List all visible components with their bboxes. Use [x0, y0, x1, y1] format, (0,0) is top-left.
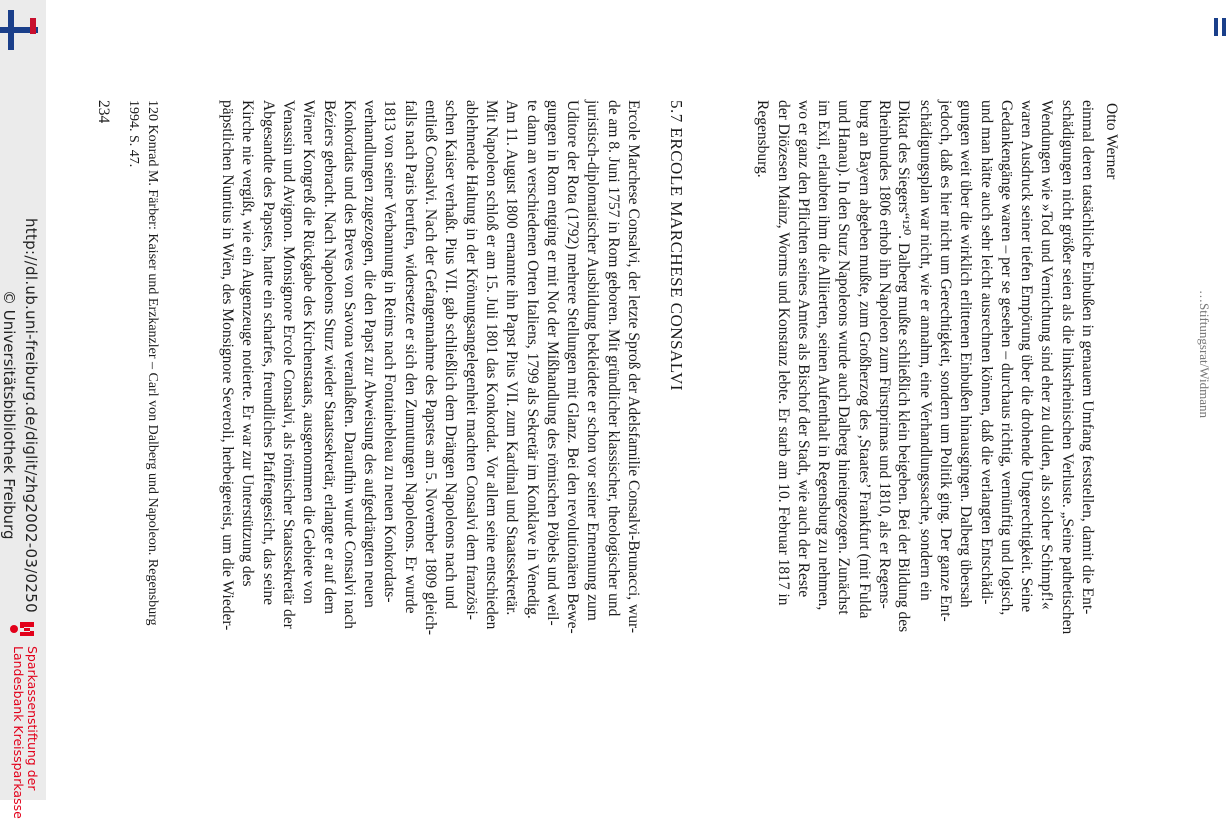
copyright-notice: © Universitätsbibliothek Freiburg: [0, 290, 18, 540]
paragraph-line: ablehnende Haltung in der Krönungsangelegenheit machten Consalvi dem französi-: [462, 100, 480, 620]
sparkasse-logo-icon: [8, 618, 38, 640]
paragraph-line: entließ Consalvi. Nach der Gefangennahme des Papstes am 5. November 1809 gleich-: [422, 100, 439, 636]
paragraph-line: Diktat des Siegers“¹²⁰. Dalberg mußte schließlich klein beigeben. Bei der Bildung des: [895, 100, 913, 633]
paragraph-line: juristisch-diplomatischer Ausbildung bekleidete er schon vor seiner Ernennung zum: [584, 100, 602, 621]
paragraph-line: und man hätte auch sehr leicht ausrechnen können, daß die verlangten Entschädi-: [977, 100, 995, 605]
paragraph-line: gungen weit über die wirklich erlittenen Einbußen hinausgingen. Dalberg übersah: [957, 100, 975, 608]
paragraph-line: gungen in Rom entging er mit Not der Mißhandlung des römischen Pöbels und weil-: [543, 100, 561, 626]
paragraph-line: der Diözesen Mainz, Worms und Konstanz lebte. Er starb am 10. Februar 1817 in: [774, 100, 792, 606]
paragraph-line: Wendungen wie »Tod und Vernichtung sind eher zu dulden, als solcher Schimpf!«: [1038, 100, 1056, 610]
paragraph-line: Mit Napoleon schloß er am 15. Juli 1801 das Konkordat. Vor allem seine entschieden: [482, 100, 500, 630]
paragraph-line: verhandlungen zugezogen, die den Papst zur Abweisung des aufgedrängten neuen: [361, 100, 379, 608]
running-head: Otto Werner: [1103, 103, 1120, 180]
paragraph-line: päpstlichen Nuntius in Wien, des Monsignore Severoli, herbeigereist, um die Wieder-: [219, 100, 236, 631]
paragraph-line: Béziers gebracht. Nach Napoleons Sturz wieder Staatssekretär, erlangte er auf dem: [320, 100, 338, 615]
paragraph-line: Ercole Marchese Consalvi, der letzte Sproß der Adelsfamilie Consalvi-Brunacci, wur-: [625, 100, 642, 633]
paragraph-line: Kirche nie vergißt, wie ein Augenzeuge notierte. Er war zur Unterstützung des: [239, 100, 257, 587]
sponsor-name-line1: Sparkassenstiftung der: [25, 646, 40, 791]
paragraph-line: Rheinbundes 1806 erhob ihn Napoleon zum Fürstprimas und 1810, als er Regens-: [876, 100, 893, 609]
viewer-sidebar: [0, 0, 46, 819]
paragraph-line: Gedankengänge waren – per se gesehen – durchaus richtig, vernünftig und logisch,: [997, 100, 1015, 616]
paragraph-line: waren Ausdruck seiner tiefen Empörung über die drohende Ungerechtigkeit. Seine: [1018, 100, 1036, 613]
paragraph-line: falls nach Paris berufen, widersetzte er sich den Zumutungen Napoleons. Er wurde: [401, 100, 419, 614]
paragraph-line: Am 11. August 1800 ernannte ihn Papst Pius VII. zum Kardinal und Staatssekretär.: [503, 100, 521, 616]
paragraph-line: te dann an verschiedenen Orten Italiens, 1799 als Sekretär im Konklave in Venedig.: [523, 100, 541, 619]
paragraph-line: 1813 von seiner Verbannung in Reims nach Fontainebleau zu neuen Konkordats-: [381, 100, 399, 603]
paragraph-line: Uditore der Rota (1792) mehrere Stellungen mit Glanz. Bei den revolutionären Bewe-: [564, 100, 582, 634]
paragraph-line: wo er ganz den Pflichten seines Amtes als Bischof der Stadt, wie auch der Reste: [794, 100, 812, 598]
paragraph-line: im Exil, erlaubten ihm die Alliierten, seinen Aufenthalt in Regensburg zu nehmen,: [815, 100, 833, 611]
page-number: 234: [95, 100, 112, 124]
paragraph-line: schen Kaiser verhaßt. Pius VII. gab schließlich dem Drängen Napoleons nach und: [442, 100, 460, 609]
paragraph-line: Venassin und Avignon. Monsignore Ercole Consalvi, als römischer Staatssekretär der: [279, 100, 297, 629]
document-url[interactable]: http://dl.ub.uni-freiburg.de/diglit/zhg2002-03/0250: [22, 218, 40, 613]
footnote-line: 120 Konrad M. Färber: Kaiser und Erzkanzler – Carl von Dalberg und Napoleon. Regensburg: [145, 100, 160, 626]
previous-page-fragment: …Stiftungsrat/Widmann: [1197, 290, 1212, 419]
paragraph-line: Regensburg.: [754, 100, 772, 178]
sponsor-name-line2: Landesbank Kreissparkasse: [11, 646, 26, 819]
paragraph-line: einmal deren tatsächliche Einbußen in genauem Umfang feststellen, damit die Ent-: [1079, 100, 1096, 615]
ub-freiburg-logo-icon: [0, 0, 40, 50]
section-heading: 5.7 ERCOLE MARCHESE CONSALVI: [667, 100, 686, 392]
footnote-line: 1994. S. 47.: [126, 100, 141, 168]
paragraph-line: Abgesandte des Papstes, hatte ein scharfes, freundliches Pfaffengesicht, das seine: [259, 100, 277, 606]
paragraph-line: Konkordats und des Breves von Savona veranlaßten. Daraufhin wurde Consalvi nach: [340, 100, 358, 630]
paragraph-line: burg an Bayern abgeben mußte, zum Großherzog des ‚Staates’ Frankfurt (mit Fulda: [855, 100, 873, 619]
paragraph-line: Wiener Kongreß die Rückgabe des Kirchenstaats, ausgenommen die Gebiete von: [300, 100, 318, 604]
paragraph-line: schädigungsplan war nicht, wie er annahm, eine Verhandlungssache, sondern ein: [916, 100, 934, 601]
viewer-corner-logo-icon: [1212, 18, 1226, 38]
paragraph-line: jedoch, daß es hier nicht um Gerechtigkeit, sondern um Politik ging. Der ganze Ent-: [936, 100, 954, 622]
paragraph-line: und Hanau). In den Sturz Napoleons wurde auch Dalberg hineingezogen. Zunächst: [835, 100, 853, 615]
paragraph-line: schädigungen nicht größer seien als die linksrheinischen Verluste. „Seine pathetischen: [1058, 100, 1076, 635]
paragraph-line: de am 8. Juni 1757 in Rom geboren. Mit gründlicher klassischer, theologischer und: [604, 100, 622, 617]
